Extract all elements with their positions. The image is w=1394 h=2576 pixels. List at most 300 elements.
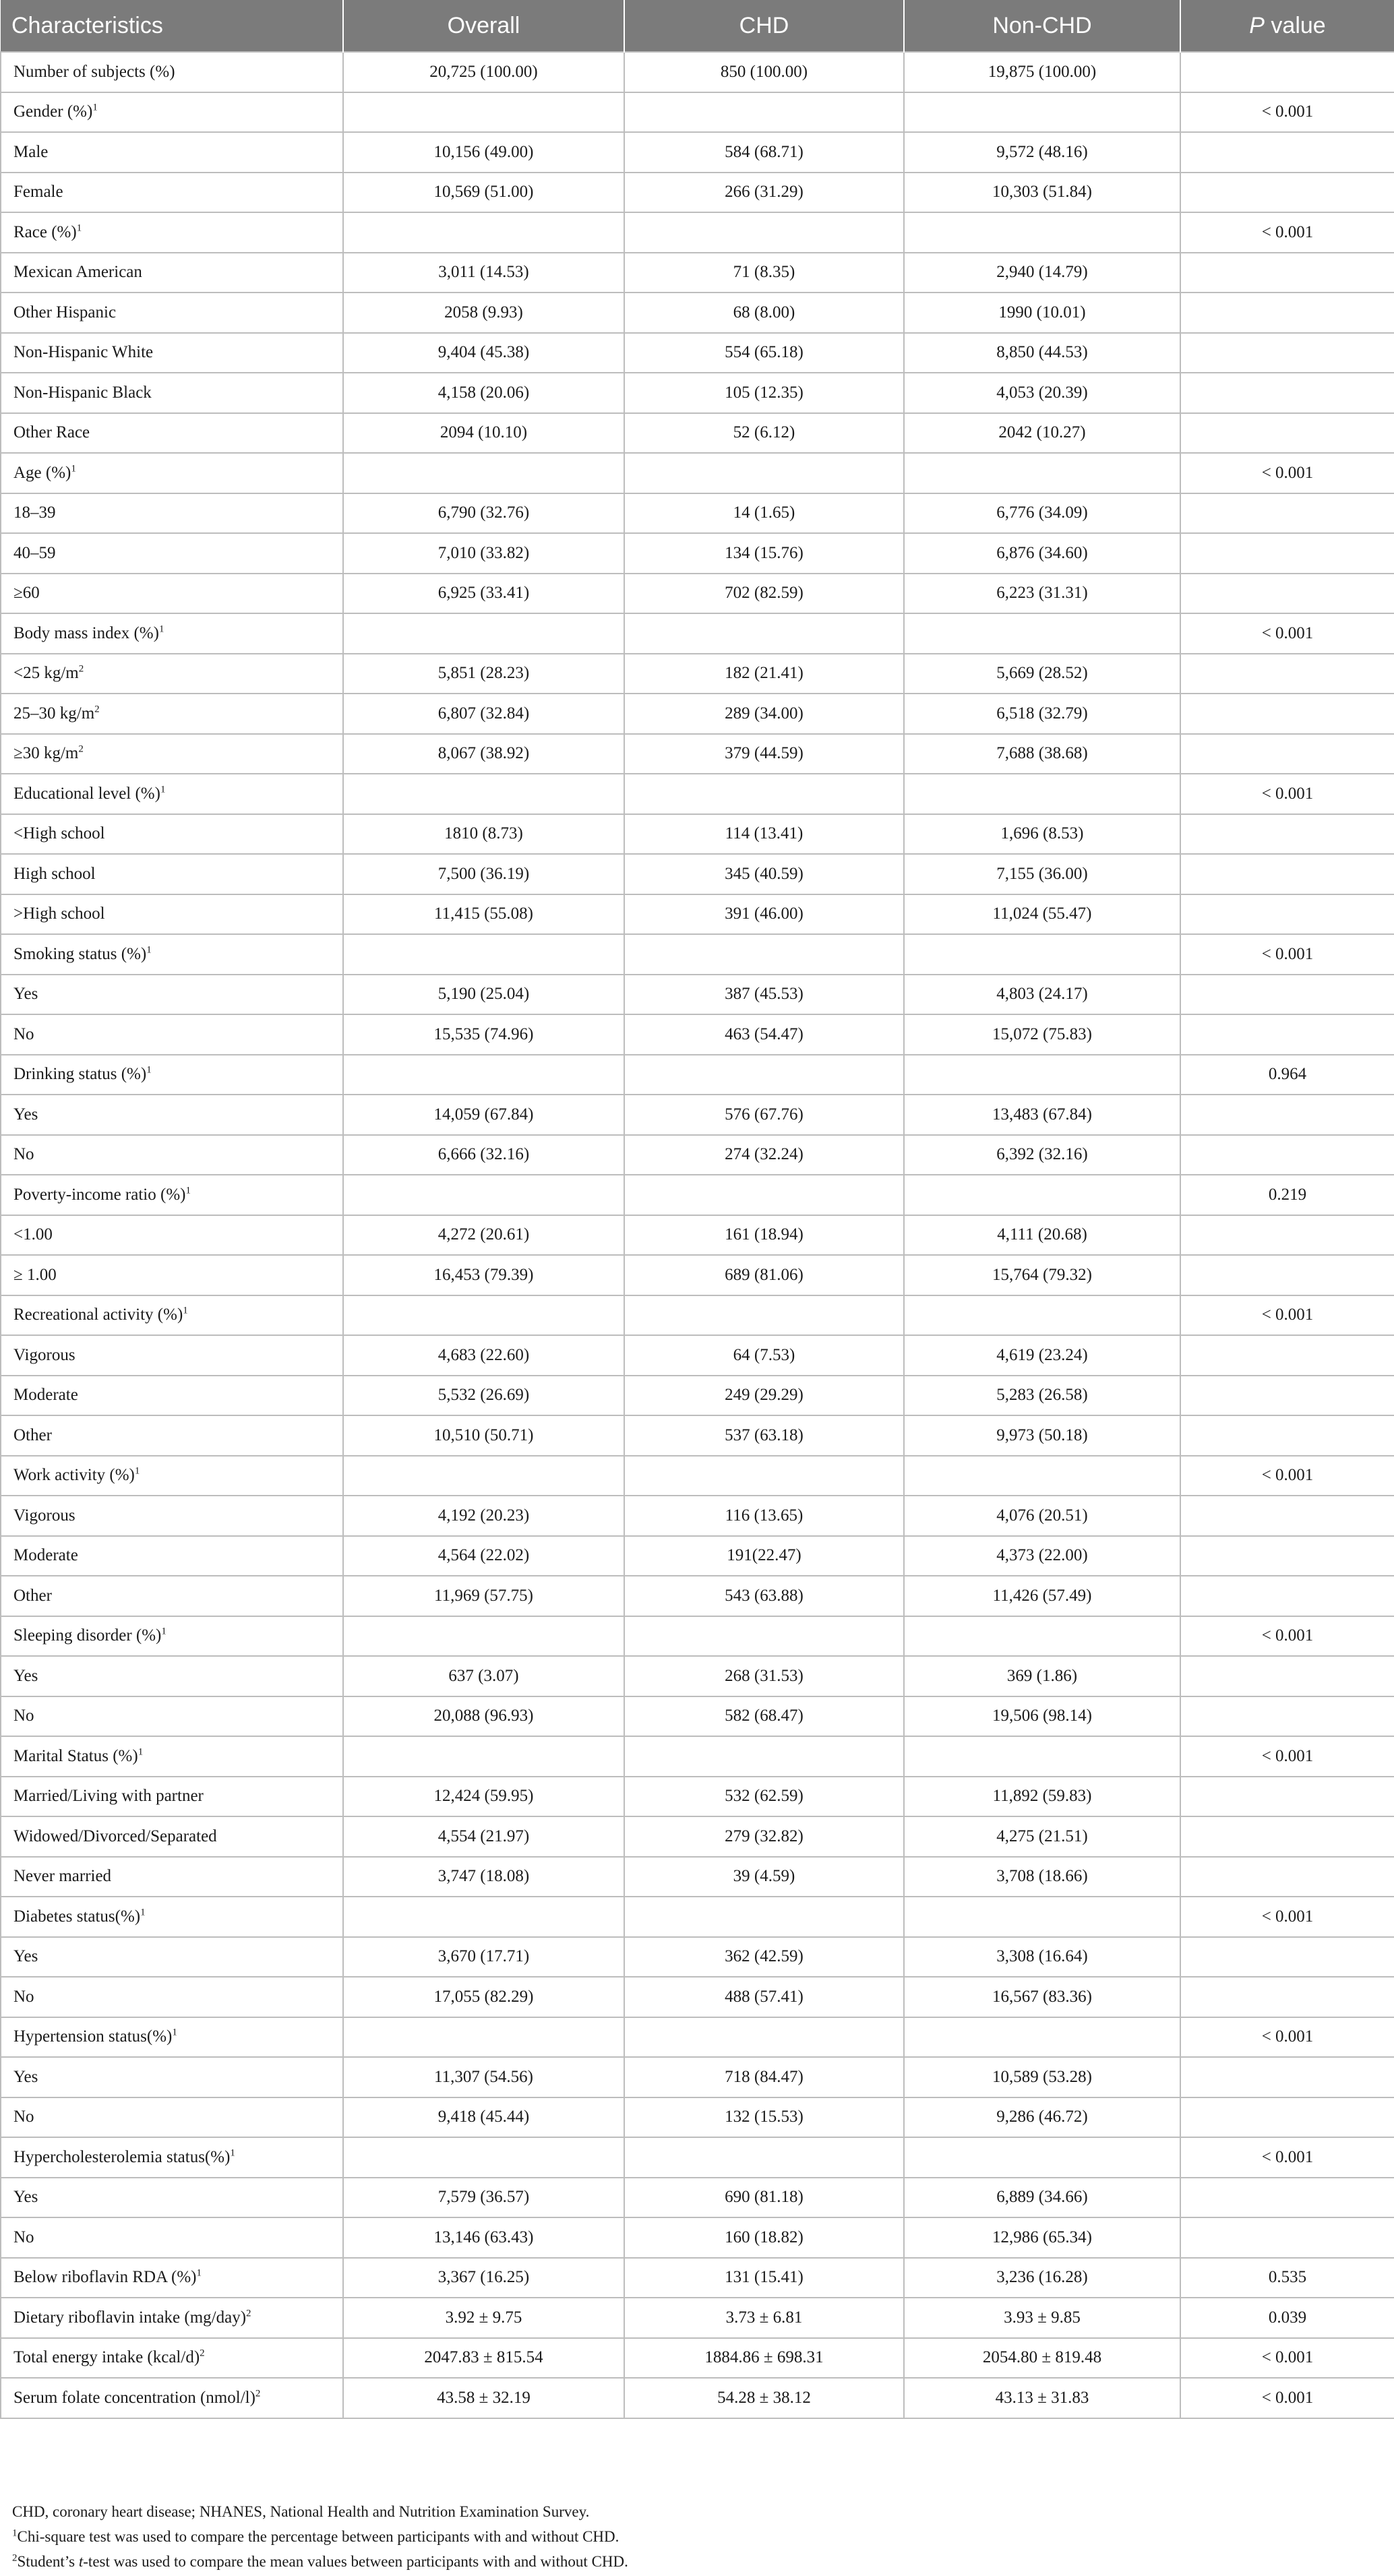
cell-non-chd — [904, 613, 1180, 654]
cell-chd-text: 554 (65.18) — [725, 343, 804, 362]
cell-p-value-text: 0.535 — [1268, 2268, 1307, 2287]
cell-p-value-text: < 0.001 — [1261, 1626, 1314, 1645]
cell-chd-text: 68 (8.00) — [733, 303, 795, 321]
table-footnotes — [12, 2499, 628, 2574]
row-label-text: Gender (%) — [13, 102, 93, 121]
row-label — [1, 1857, 343, 1897]
cell-overall — [343, 493, 624, 534]
row-label-text: Race (%) — [13, 222, 77, 241]
cell-non-chd — [904, 1415, 1180, 1456]
cell-non-chd-text: 13,483 (67.84) — [992, 1105, 1092, 1124]
cell-non-chd — [904, 654, 1180, 694]
header-p-suffix: value — [1264, 12, 1326, 38]
cell-chd — [624, 694, 904, 734]
cell-overall — [343, 253, 624, 293]
row-label — [1, 453, 343, 493]
row-label — [1, 1095, 343, 1135]
row-label-footnote-mark: 1 — [185, 1185, 191, 1196]
header-overall: Overall — [343, 0, 624, 52]
cell-non-chd — [904, 1576, 1180, 1616]
row-label-footnote-mark: 1 — [161, 1626, 166, 1637]
row-label-text: Yes — [13, 2188, 38, 2207]
table-row — [1, 212, 1394, 253]
cell-chd — [624, 1777, 904, 1817]
cell-overall-text: 5,851 (28.23) — [437, 664, 530, 683]
cell-chd — [624, 2017, 904, 2058]
cell-chd-text: 379 (44.59) — [725, 744, 804, 763]
cell-chd-text: 543 (63.88) — [725, 1586, 804, 1605]
footnote-2-mark: 2 — [12, 2552, 18, 2564]
header-p-value — [1180, 0, 1394, 52]
table-row — [1, 1055, 1394, 1095]
cell-overall — [343, 1055, 624, 1095]
row-label-text: Number of subjects (%) — [13, 62, 175, 81]
cell-overall-text: 6,925 (33.41) — [437, 584, 530, 603]
table-row — [1, 1456, 1394, 1496]
cell-overall — [343, 894, 624, 935]
cell-chd-text: 114 (13.41) — [725, 824, 804, 843]
cell-overall — [343, 1897, 624, 1937]
row-label-footnote-mark: 2 — [78, 663, 84, 675]
cell-chd — [624, 2378, 904, 2418]
row-label — [1, 2338, 343, 2379]
cell-non-chd — [904, 1656, 1180, 1696]
cell-chd — [624, 1456, 904, 1496]
cell-overall — [343, 1095, 624, 1135]
cell-non-chd — [904, 894, 1180, 935]
table-row — [1, 1696, 1394, 1737]
cell-chd-text: 160 (18.82) — [725, 2228, 804, 2246]
table-row — [1, 1335, 1394, 1376]
row-label — [1, 1496, 343, 1536]
row-label-text: Widowed/Divorced/Separated — [13, 1827, 217, 1845]
table-row — [1, 2097, 1394, 2138]
row-label-text: ≥ 1.00 — [13, 1265, 57, 1284]
cell-non-chd — [904, 2178, 1180, 2218]
header-characteristics: Characteristics — [1, 0, 343, 52]
cell-p-value — [1180, 1736, 1394, 1777]
cell-overall-text: 20,725 (100.00) — [429, 62, 538, 81]
row-label — [1, 1777, 343, 1817]
cell-overall — [343, 1415, 624, 1456]
table-row — [1, 814, 1394, 855]
cell-chd — [624, 2178, 904, 2218]
cell-chd — [624, 212, 904, 253]
cell-non-chd-text: 11,024 (55.47) — [992, 904, 1092, 923]
cell-p-value-text: < 0.001 — [1261, 944, 1314, 963]
row-label — [1, 253, 343, 293]
row-label — [1, 373, 343, 413]
row-label — [1, 774, 343, 814]
table-row — [1, 774, 1394, 814]
row-label-text: Non-Hispanic Black — [13, 383, 152, 402]
cell-non-chd — [904, 2217, 1180, 2258]
cell-non-chd — [904, 1376, 1180, 1416]
cell-p-value — [1180, 1897, 1394, 1937]
cell-chd-text: 690 (81.18) — [725, 2188, 804, 2207]
row-label — [1, 975, 343, 1015]
cell-overall-text: 4,683 (22.60) — [437, 1345, 530, 1364]
cell-overall — [343, 533, 624, 574]
row-label — [1, 613, 343, 654]
row-label-footnote-mark: 2 — [200, 2348, 205, 2359]
cell-non-chd-text: 3,308 (16.64) — [996, 1947, 1088, 1966]
row-label — [1, 1977, 343, 2017]
cell-p-value — [1180, 694, 1394, 734]
cell-overall — [343, 2378, 624, 2418]
cell-overall — [343, 293, 624, 333]
cell-non-chd — [904, 2258, 1180, 2298]
cell-overall — [343, 1335, 624, 1376]
cell-chd — [624, 1215, 904, 1256]
row-label-footnote-mark: 1 — [196, 2267, 202, 2279]
cell-overall-text: 2047.83 ± 815.54 — [424, 2348, 543, 2367]
cell-chd — [624, 132, 904, 173]
cell-chd-text: 718 (84.47) — [725, 2067, 804, 2086]
row-label — [1, 1255, 343, 1295]
cell-non-chd — [904, 694, 1180, 734]
table-row — [1, 574, 1394, 614]
table-row — [1, 975, 1394, 1015]
cell-chd — [624, 52, 904, 92]
cell-p-value — [1180, 574, 1394, 614]
cell-p-value — [1180, 1255, 1394, 1295]
cell-p-value — [1180, 2017, 1394, 2058]
cell-non-chd-text: 9,286 (46.72) — [996, 2108, 1088, 2126]
cell-non-chd — [904, 2097, 1180, 2138]
cell-chd-text: 182 (21.41) — [725, 664, 804, 683]
cell-p-value — [1180, 814, 1394, 855]
cell-non-chd — [904, 2378, 1180, 2418]
cell-overall — [343, 774, 624, 814]
table-row — [1, 253, 1394, 293]
table-row — [1, 132, 1394, 173]
row-label — [1, 2298, 343, 2338]
cell-non-chd — [904, 453, 1180, 493]
cell-p-value — [1180, 1536, 1394, 1576]
table-row — [1, 2178, 1394, 2218]
table-row — [1, 1857, 1394, 1897]
cell-p-value — [1180, 1456, 1394, 1496]
cell-non-chd-text: 43.13 ± 31.83 — [995, 2388, 1089, 2407]
cell-non-chd-text: 10,589 (53.28) — [992, 2067, 1092, 2086]
row-label — [1, 1135, 343, 1175]
cell-p-value — [1180, 1175, 1394, 1215]
cell-chd-text: 387 (45.53) — [725, 985, 804, 1004]
cell-chd-text: 134 (15.76) — [725, 543, 804, 562]
cell-overall — [343, 854, 624, 894]
cell-chd-text: 71 (8.35) — [733, 263, 795, 282]
cell-non-chd — [904, 1055, 1180, 1095]
cell-overall-text: 43.58 ± 32.19 — [437, 2388, 531, 2407]
row-label-footnote-mark: 1 — [146, 1064, 152, 1076]
table-row — [1, 453, 1394, 493]
cell-chd-text: 105 (12.35) — [725, 383, 804, 402]
cell-p-value — [1180, 1335, 1394, 1376]
cell-non-chd — [904, 173, 1180, 213]
cell-p-value-text: < 0.001 — [1261, 1907, 1314, 1926]
cell-non-chd-text: 369 (1.86) — [1006, 1666, 1078, 1685]
row-label — [1, 2057, 343, 2097]
cell-chd-text: 584 (68.71) — [725, 142, 804, 161]
cell-non-chd — [904, 1777, 1180, 1817]
row-label — [1, 1415, 343, 1456]
table-row — [1, 1736, 1394, 1777]
cell-non-chd — [904, 1175, 1180, 1215]
cell-overall-text: 6,666 (32.16) — [437, 1145, 530, 1164]
footnote-1-mark: 1 — [12, 2527, 18, 2539]
footnote-2-post: -test was used to compare the mean values between participants with and without CHD. — [83, 2553, 628, 2570]
cell-overall — [343, 2057, 624, 2097]
cell-overall — [343, 173, 624, 213]
row-label — [1, 574, 343, 614]
row-label — [1, 1055, 343, 1095]
row-label-text: <1.00 — [13, 1225, 53, 1244]
cell-non-chd-text: 6,392 (32.16) — [996, 1145, 1088, 1164]
row-label-text: Drinking status (%) — [13, 1065, 147, 1084]
cell-non-chd-text: 15,764 (79.32) — [992, 1265, 1092, 1284]
cell-chd-text: 576 (67.76) — [725, 1105, 804, 1124]
cell-non-chd-text: 2054.80 ± 819.48 — [982, 2348, 1102, 2367]
row-label-footnote-mark: 1 — [140, 1907, 146, 1918]
cell-non-chd-text: 8,850 (44.53) — [996, 343, 1088, 362]
row-label-text: <High school — [13, 824, 105, 843]
cell-non-chd — [904, 533, 1180, 574]
cell-non-chd-text: 3,236 (16.28) — [996, 2268, 1088, 2287]
row-label-text: 25–30 kg/m — [13, 704, 95, 723]
cell-overall-text: 11,307 (54.56) — [434, 2067, 533, 2086]
cell-p-value — [1180, 1696, 1394, 1737]
cell-non-chd — [904, 413, 1180, 454]
cell-p-value — [1180, 734, 1394, 774]
row-label-text: No — [13, 1145, 34, 1164]
cell-overall — [343, 1857, 624, 1897]
cell-chd — [624, 293, 904, 333]
row-label — [1, 654, 343, 694]
row-label-footnote-mark: 2 — [94, 704, 100, 715]
cell-chd — [624, 774, 904, 814]
cell-overall-text: 3,670 (17.71) — [437, 1947, 530, 1966]
cell-p-value — [1180, 934, 1394, 975]
cell-non-chd-text: 2042 (10.27) — [998, 423, 1086, 442]
row-label — [1, 894, 343, 935]
cell-overall-text: 20,088 (96.93) — [433, 1707, 534, 1725]
cell-overall — [343, 1376, 624, 1416]
cell-chd-text: 702 (82.59) — [725, 584, 804, 603]
row-label-footnote-mark: 1 — [138, 1746, 144, 1758]
row-label-text: No — [13, 1987, 34, 2006]
cell-chd — [624, 1095, 904, 1135]
row-label — [1, 854, 343, 894]
row-label — [1, 1736, 343, 1777]
cell-chd — [624, 413, 904, 454]
cell-overall-text: 10,156 (49.00) — [433, 142, 534, 161]
cell-chd — [624, 814, 904, 855]
table-row — [1, 934, 1394, 975]
cell-overall-text: 3.92 ± 9.75 — [445, 2308, 522, 2327]
cell-chd — [624, 654, 904, 694]
table-row — [1, 1897, 1394, 1937]
table-row — [1, 1937, 1394, 1977]
row-label-text: Dietary riboflavin intake (mg/day) — [13, 2308, 247, 2327]
cell-non-chd-text: 11,892 (59.83) — [992, 1787, 1092, 1806]
cell-chd-text: 850 (100.00) — [720, 62, 808, 81]
table-row — [1, 293, 1394, 333]
cell-overall — [343, 1295, 624, 1336]
table-row — [1, 613, 1394, 654]
row-label — [1, 2017, 343, 2058]
cell-overall — [343, 2338, 624, 2379]
table-row — [1, 2057, 1394, 2097]
table-row — [1, 1576, 1394, 1616]
cell-non-chd — [904, 1897, 1180, 1937]
table-row — [1, 413, 1394, 454]
cell-overall-text: 6,790 (32.76) — [437, 503, 530, 522]
row-label — [1, 173, 343, 213]
cell-chd — [624, 333, 904, 373]
cell-p-value — [1180, 1816, 1394, 1857]
cell-chd — [624, 1736, 904, 1777]
cell-chd — [624, 1175, 904, 1215]
cell-chd — [624, 1816, 904, 1857]
cell-overall — [343, 333, 624, 373]
table-row — [1, 2017, 1394, 2058]
row-label-text: Body mass index (%) — [13, 623, 159, 642]
cell-chd-text: 132 (15.53) — [725, 2108, 804, 2126]
cell-chd-text: 537 (63.18) — [725, 1425, 804, 1444]
row-label-footnote-mark: 1 — [230, 2147, 235, 2159]
row-label-text: Below riboflavin RDA (%) — [13, 2268, 197, 2287]
row-label-text: Diabetes status(%) — [13, 1907, 141, 1926]
row-label — [1, 1656, 343, 1696]
row-label-text: Yes — [13, 1947, 38, 1966]
cell-non-chd — [904, 934, 1180, 975]
cell-overall-text: 15,535 (74.96) — [433, 1024, 534, 1043]
footnote-2-italic: t — [78, 2553, 84, 2570]
row-label-text: No — [13, 2228, 34, 2246]
table-row — [1, 1616, 1394, 1657]
row-label-text: Marital Status (%) — [13, 1746, 138, 1765]
row-label — [1, 1536, 343, 1576]
row-label-footnote-mark: 1 — [158, 623, 164, 635]
cell-p-value — [1180, 1656, 1394, 1696]
cell-overall-text: 11,969 (57.75) — [434, 1586, 533, 1605]
cell-overall — [343, 1014, 624, 1055]
cell-non-chd-text: 2,940 (14.79) — [996, 263, 1088, 282]
cell-overall — [343, 694, 624, 734]
cell-chd — [624, 2298, 904, 2338]
cell-p-value — [1180, 413, 1394, 454]
header-non-chd: Non-CHD — [904, 0, 1180, 52]
table-row — [1, 1977, 1394, 2017]
cell-chd-text: 14 (1.65) — [733, 503, 795, 522]
cell-chd — [624, 1536, 904, 1576]
row-label-text: >High school — [13, 904, 105, 923]
cell-chd — [624, 613, 904, 654]
row-label — [1, 92, 343, 133]
cell-overall-text: 12,424 (59.95) — [433, 1787, 534, 1806]
cell-chd-text: 116 (13.65) — [725, 1506, 804, 1525]
row-label-text: Age (%) — [13, 463, 71, 482]
cell-overall — [343, 934, 624, 975]
cell-chd — [624, 934, 904, 975]
cell-non-chd — [904, 734, 1180, 774]
cell-p-value — [1180, 2057, 1394, 2097]
cell-chd — [624, 1255, 904, 1295]
row-label-footnote-mark: 1 — [146, 944, 152, 956]
row-label-footnote-mark: 1 — [71, 463, 76, 474]
cell-chd — [624, 1295, 904, 1336]
cell-overall-text: 9,418 (45.44) — [437, 2108, 530, 2126]
cell-p-value — [1180, 1977, 1394, 2017]
cell-p-value-text: 0.039 — [1268, 2308, 1307, 2327]
cell-non-chd-text: 6,876 (34.60) — [996, 543, 1088, 562]
cell-non-chd-text: 10,303 (51.84) — [992, 183, 1092, 202]
cell-non-chd-text: 11,426 (57.49) — [992, 1586, 1092, 1605]
cell-p-value — [1180, 333, 1394, 373]
cell-overall — [343, 52, 624, 92]
cell-p-value — [1180, 1496, 1394, 1536]
cell-p-value — [1180, 132, 1394, 173]
cell-overall-text: 9,404 (45.38) — [437, 343, 530, 362]
cell-chd — [624, 1576, 904, 1616]
cell-chd — [624, 2137, 904, 2178]
cell-non-chd — [904, 2057, 1180, 2097]
cell-non-chd — [904, 1616, 1180, 1657]
table-row — [1, 533, 1394, 574]
cell-overall — [343, 2097, 624, 2138]
row-label — [1, 1175, 343, 1215]
row-label-text: Other Hispanic — [13, 303, 117, 321]
table-row — [1, 694, 1394, 734]
row-label-footnote-mark: 2 — [255, 2388, 261, 2399]
cell-non-chd-text: 5,669 (28.52) — [996, 664, 1088, 683]
cell-p-value — [1180, 2137, 1394, 2178]
cell-overall-text: 637 (3.07) — [448, 1666, 519, 1685]
cell-overall-text: 14,059 (67.84) — [433, 1105, 534, 1124]
table-row — [1, 1135, 1394, 1175]
cell-non-chd-text: 4,373 (22.00) — [996, 1546, 1088, 1565]
footnote-2 — [12, 2549, 628, 2574]
cell-p-value — [1180, 52, 1394, 92]
cell-chd — [624, 533, 904, 574]
row-label-footnote-mark: 1 — [76, 222, 82, 234]
footnote-2-pre: Student’s — [17, 2553, 79, 2570]
cell-chd — [624, 2057, 904, 2097]
cell-chd — [624, 173, 904, 213]
table-row — [1, 2258, 1394, 2298]
row-label-footnote-mark: 2 — [246, 2308, 251, 2319]
table-row — [1, 1656, 1394, 1696]
cell-non-chd — [904, 2298, 1180, 2338]
cell-non-chd-text: 5,283 (26.58) — [996, 1386, 1088, 1405]
cell-p-value — [1180, 1135, 1394, 1175]
table-header-row — [1, 0, 1394, 52]
row-label — [1, 734, 343, 774]
cell-non-chd — [904, 1696, 1180, 1737]
row-label — [1, 1937, 343, 1977]
cell-non-chd-text: 19,506 (98.14) — [992, 1707, 1092, 1725]
cell-chd — [624, 1656, 904, 1696]
row-label-footnote-mark: 1 — [134, 1465, 140, 1477]
row-label — [1, 1295, 343, 1336]
row-label-text: Yes — [13, 2067, 38, 2086]
cell-chd — [624, 2258, 904, 2298]
row-label — [1, 52, 343, 92]
cell-non-chd — [904, 2137, 1180, 2178]
cell-p-value — [1180, 2338, 1394, 2379]
cell-non-chd — [904, 92, 1180, 133]
